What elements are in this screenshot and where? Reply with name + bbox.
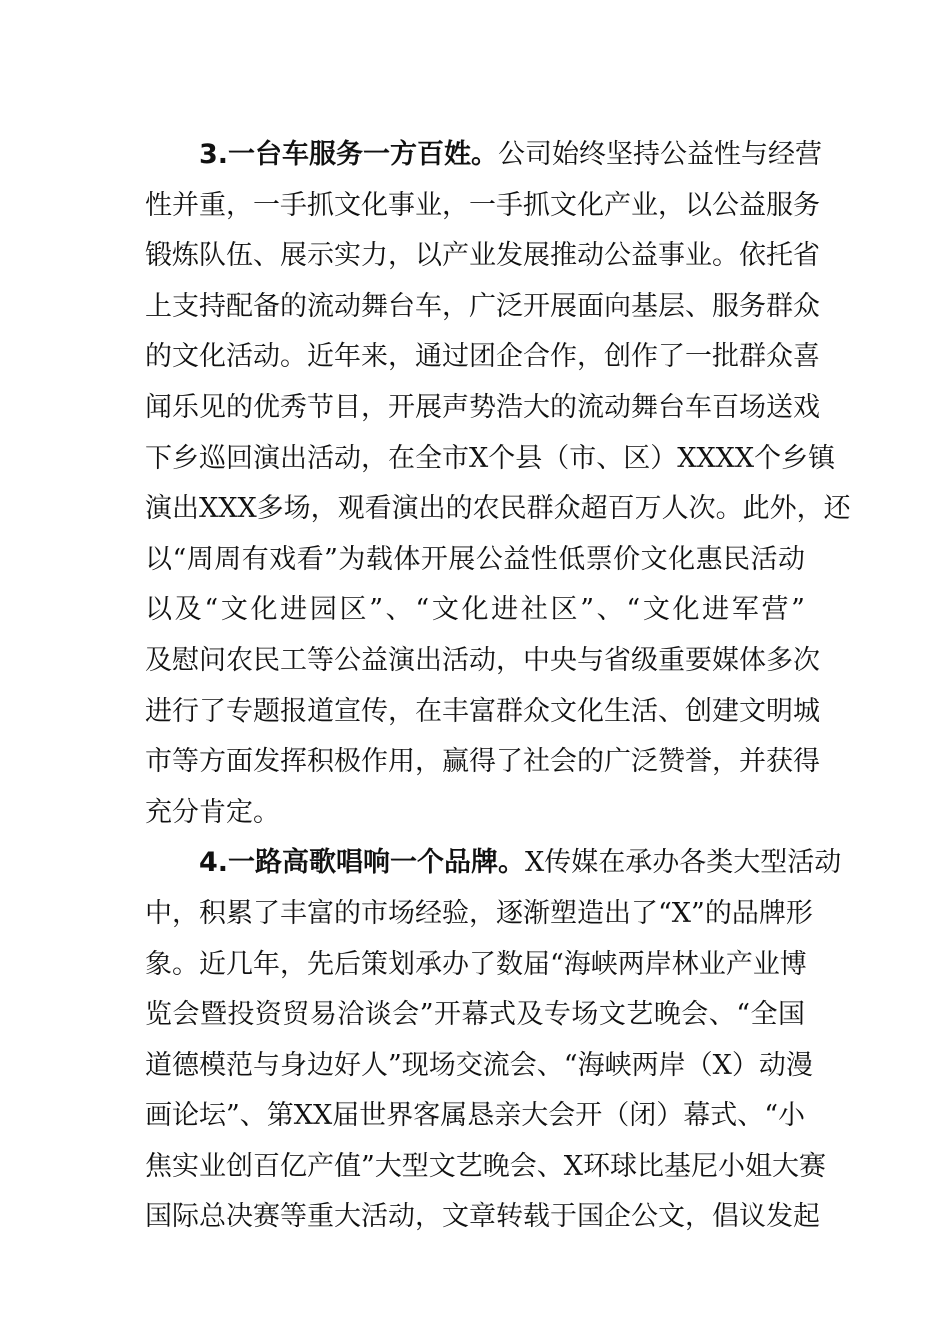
paragraph-4-line-1 xyxy=(145,838,842,889)
paragraph-3-line-4: 上支持配备的流动舞台车，广泛开展面向基层、服务群众 xyxy=(145,290,820,322)
paragraph-3-heading: 3.一台车服务一方百姓。 xyxy=(199,139,499,170)
paragraph-4-text: X传媒在承办各类大型活动 xyxy=(525,847,842,879)
document-body xyxy=(145,130,851,1243)
paragraph-3-line-8: 演出XXX多场，观看演出的农民群众超百万人次。此外，还 xyxy=(145,493,851,525)
paragraph-4-line-2: 中，积累了丰富的市场经验，逐渐塑造出了“X”的品牌形 xyxy=(145,897,813,929)
paragraph-3-line-3: 锻炼队伍、展示实力，以产业发展推动公益事业。依托省 xyxy=(145,240,820,272)
paragraph-3-line-5: 的文化活动。近年来，通过团企合作，创作了一批群众喜 xyxy=(145,341,820,373)
paragraph-3-line-6: 闻乐见的优秀节目，开展声势浩大的流动舞台车百场送戏 xyxy=(145,391,820,423)
paragraph-3-line-10: 以及“文化进园区”、“文化进社区”、“文化进军营” xyxy=(145,594,805,626)
paragraph-4-line-6: 画论坛”、第XX届世界客属恳亲大会开（闭）幕式、“小 xyxy=(145,1100,806,1132)
paragraph-3-text: 公司始终坚持公益性与经营 xyxy=(498,139,823,170)
paragraph-3-line-12: 进行了专题报道宣传，在丰富群众文化生活、创建文明城 xyxy=(145,695,820,727)
paragraph-4-line-3: 象。近几年，先后策划承办了数届“海峡两岸林业产业博 xyxy=(145,948,807,980)
paragraph-3-line-1 xyxy=(145,130,823,181)
paragraph-3-line-13: 市等方面发挥积极作用，赢得了社会的广泛赞誉，并获得 xyxy=(145,746,820,778)
paragraph-4-heading: 4.一路高歌唱响一个品牌。 xyxy=(199,847,526,879)
paragraph-4-line-8: 国际总决赛等重大活动，文章转载于国企公文，倡议发起 xyxy=(145,1201,820,1233)
paragraph-4-line-5: 道德模范与身边好人”现场交流会、“海峡两岸（X）动漫 xyxy=(145,1049,813,1081)
paragraph-3-line-9: 以“周周有戏看”为载体开展公益性低票价文化惠民活动 xyxy=(145,543,805,575)
paragraph-3-line-11: 及慰问农民工等公益演出活动，中央与省级重要媒体多次 xyxy=(145,644,820,676)
paragraph-3-line-14: 充分肯定。 xyxy=(145,796,280,828)
paragraph-3-line-7: 下乡巡回演出活动，在全市X个县（市、区）XXXX个乡镇 xyxy=(145,442,836,474)
paragraph-4-line-4: 览会暨投资贸易洽谈会”开幕式及专场文艺晚会、“全国 xyxy=(145,999,805,1031)
paragraph-4-line-7: 焦实业创百亿产值”大型文艺晚会、X环球比基尼小姐大赛 xyxy=(145,1150,827,1182)
paragraph-3-line-2: 性并重，一手抓文化事业，一手抓文化产业，以公益服务 xyxy=(145,189,820,221)
